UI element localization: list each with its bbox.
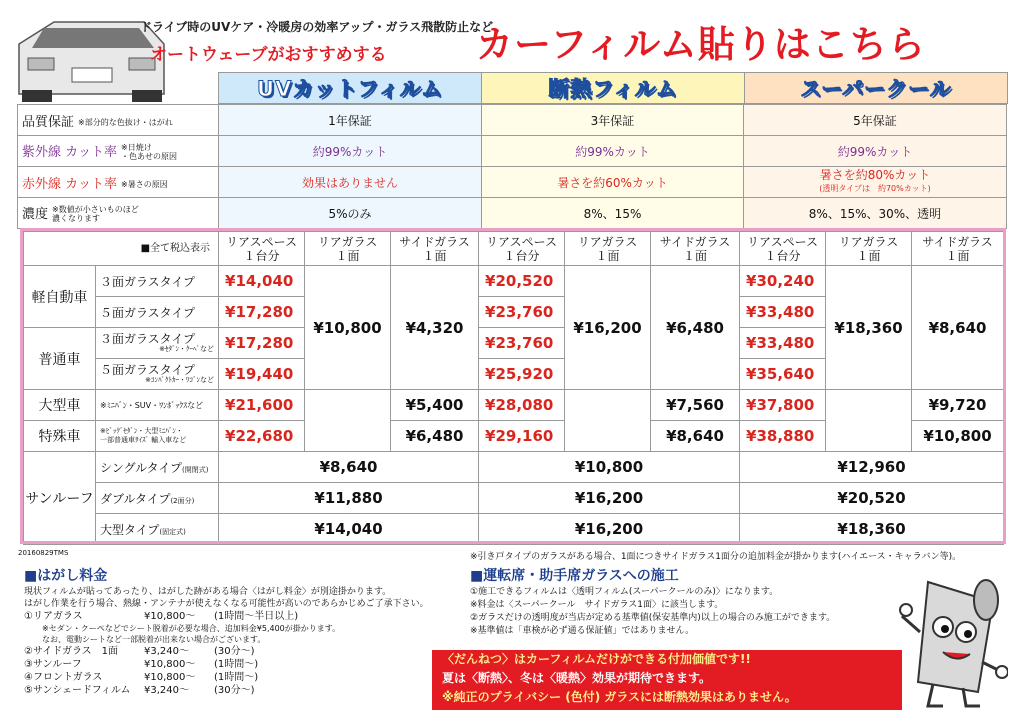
ir-rate-super-cool: 暑さを約80%カット (透明タイプは 約70%カット)	[744, 167, 1007, 198]
price-cell: ¥10,800	[479, 452, 740, 483]
list-item: ②サイドガラス 1面 ¥3,240～ (30分～)	[24, 646, 255, 657]
film-header-uv-cut: UVカットフィルム	[218, 72, 482, 104]
ir-rate-insulation: 暑さを約60%カット	[482, 167, 744, 198]
price-cell: ¥23,760	[479, 297, 565, 328]
col-side-glass: サイドガラス １面	[651, 232, 740, 266]
price-cell: ¥25,920	[479, 359, 565, 390]
category-tokushu: 特殊車	[24, 421, 96, 452]
spec-row-density	[18, 198, 1007, 229]
tokushu-note: ※ﾋﾞｯｸﾞｾﾀﾞﾝ・大型ﾐﾆﾊﾞﾝ・ 一部普通車ｻｲｽﾞ 輸入車など	[96, 421, 219, 452]
density-insulation: 8%、15%	[482, 198, 744, 229]
driver-note-3: ②ガラスだけの透明度が当店が定める基準値(保安基準内)以上の場合のみ施工ができます。	[470, 613, 836, 623]
film-header-super-cool: スーパークール	[744, 72, 1008, 104]
quality-super-cool: 5年保証	[744, 105, 1007, 136]
tax-note: ■全て税込表示	[24, 232, 219, 266]
category-kei: 軽自動車	[24, 266, 96, 328]
removal-note-1: 現状フィルムが貼ってあったり、はがした跡がある場合〈はがし料金〉が別途掛かります。	[24, 587, 392, 597]
promo-line-2: 夏は〈断熱〉、冬は〈暖熱〉効果が期待できます。	[442, 671, 712, 685]
page-title: カーフィルム貼りはこちら	[476, 23, 926, 66]
film-header-insulation: 断熱フィルム	[481, 72, 745, 104]
uv-rate-uv: 約99%カット	[219, 136, 482, 167]
col-side-glass: サイドガラス １面	[912, 232, 1004, 266]
col-rear-space: リアスペース １台分	[479, 232, 565, 266]
list-item: ①リアガラス ¥10,800～ (1時間～半日以上)	[24, 611, 299, 622]
price-cell: ¥6,480	[391, 421, 479, 452]
driver-glass-title: ■運転席・助手席ガラスへの施工	[470, 568, 679, 584]
driver-note-4: ※基準値は「車検が必ず通る保証値」ではありません。	[470, 626, 695, 636]
type-5-glass-wagon: ５面ガラスタイプ ※ｺﾝﾊﾟｸﾄｶｰ・ﾜｺﾞﾝなど	[96, 359, 219, 390]
price-cell: ¥5,400	[391, 390, 479, 421]
label-ir-cut-rate: 赤外線 カット率 ※暑さの原因	[18, 167, 219, 198]
sunroof-double: ダブルタイプ(2面分)	[96, 483, 219, 514]
col-rear-space: リアスペース １台分	[740, 232, 826, 266]
price-cell: ¥20,520	[479, 266, 565, 297]
price-cell: ¥10,800	[305, 266, 391, 390]
price-cell: ¥16,200	[565, 266, 651, 390]
label-quality: 品質保証 ※部分的な色抜け・はがれ	[18, 105, 219, 136]
removal-subnote-1: ※セダン・クーペなどでシート脱着が必要な場合、追加料金¥5,400が掛かります。	[42, 624, 341, 633]
price-cell: ¥7,560	[651, 390, 740, 421]
price-cell: ¥21,600	[219, 390, 305, 421]
price-cell: ¥20,520	[740, 483, 1004, 514]
price-cell: ¥37,800	[740, 390, 826, 421]
price-cell: ¥8,640	[651, 421, 740, 452]
price-cell: ¥19,440	[219, 359, 305, 390]
price-cell: ¥33,480	[740, 328, 826, 359]
label-density: 濃度 ※数値が小さいものほど 濃くなります	[18, 198, 219, 229]
price-cell: ¥18,360	[740, 514, 1004, 545]
price-cell: ¥14,040	[219, 514, 479, 545]
price-cell: ¥6,480	[651, 266, 740, 390]
price-cell: ¥12,960	[740, 452, 1004, 483]
ogata-note: ※ﾐﾆﾊﾞﾝ・SUV・ﾜﾝﾎﾞｯｸｽなど	[96, 390, 219, 421]
category-sunroof: サンルーフ	[24, 452, 96, 545]
driver-glass-body	[470, 586, 890, 638]
price-cell: ¥16,200	[479, 483, 740, 514]
type-3-glass: ３面ガラスタイプ	[96, 266, 219, 297]
price-cell: ¥35,640	[740, 359, 826, 390]
price-table-frame	[20, 228, 1006, 544]
price-cell: ¥33,480	[740, 297, 826, 328]
col-rear-glass: リアガラス １面	[826, 232, 912, 266]
price-cell: ¥9,720	[912, 390, 1004, 421]
category-futsu: 普通車	[24, 328, 96, 390]
sunroof-single: シングルタイプ(開閉式)	[96, 452, 219, 483]
insulation-promo-box	[432, 650, 902, 710]
col-side-glass: サイドガラス １面	[391, 232, 479, 266]
type-5-glass: ５面ガラスタイプ	[96, 297, 219, 328]
quality-uv: 1年保証	[219, 105, 482, 136]
col-rear-space: リアスペース １台分	[219, 232, 305, 266]
category-ogata: 大型車	[24, 390, 96, 421]
sunroof-large: 大型タイプ(固定式)	[96, 514, 219, 545]
document-code: 20160829TMS	[18, 549, 69, 557]
promo-line-3: ※純正のプライバシー (色付) ガラスには断熱効果はありません。	[442, 690, 797, 704]
price-cell: ¥4,320	[391, 266, 479, 390]
price-cell: ¥23,760	[479, 328, 565, 359]
price-cell: ¥8,640	[912, 266, 1004, 390]
density-uv: 5%のみ	[219, 198, 482, 229]
uv-rate-super-cool: 約99%カット	[744, 136, 1007, 167]
density-super-cool: 8%、15%、30%、透明	[744, 198, 1007, 229]
type-3-glass-sedan: ３面ガラスタイプ ※ｾﾀﾞﾝ・ｸｰﾍﾟなど	[96, 328, 219, 359]
tagline-benefits: ドライブ時のUVケア・冷暖房の効率アップ・ガラス飛散防止など	[140, 20, 494, 34]
price-cell: ¥17,280	[219, 297, 305, 328]
driver-note-2: ※料金は〈スーパークール サイドガラス1面〉に該当します。	[470, 600, 724, 610]
price-cell: ¥16,200	[479, 514, 740, 545]
removal-subnote-2: なお、電動シートなど一部脱着が出来ない場合がございます。	[42, 635, 266, 644]
price-cell: ¥18,360	[826, 266, 912, 390]
price-cell: ¥28,080	[479, 390, 565, 421]
price-cell: ¥38,880	[740, 421, 826, 452]
quality-insulation: 3年保証	[482, 105, 744, 136]
removal-fee-body	[24, 586, 464, 697]
price-cell: ¥22,680	[219, 421, 305, 452]
sliding-door-note: ※引き戸タイプのガラスがある場合、1面につきサイドガラス1面分の追加料金が掛かります(ハイエース・キャラバン等)。	[470, 552, 962, 562]
price-cell: ¥8,640	[219, 452, 479, 483]
spec-row-ir	[18, 167, 1007, 198]
price-cell: ¥17,280	[219, 328, 305, 359]
uv-rate-insulation: 約99%カット	[482, 136, 744, 167]
removal-note-2: はがし作業を行う場合、熱線・アンテナが使えなくなる可能性が高いのであらかじめご了承下さい。	[24, 599, 429, 609]
col-rear-glass: リアガラス １面	[305, 232, 391, 266]
list-item: ⑤サンシェードフィルム ¥3,240～ (30分～)	[24, 685, 255, 696]
list-item: ③サンルーフ ¥10,800～ (1時間～)	[24, 659, 259, 670]
removal-fee-title: ■はがし料金	[24, 568, 108, 584]
driver-note-1: ①施工できるフィルムは〈透明フィルム(スーパークールのみ)〉になります。	[470, 587, 779, 597]
price-cell: ¥30,240	[740, 266, 826, 297]
tagline-recommend: オートウェーブがおすすめする	[150, 45, 387, 65]
ir-rate-uv: 効果はありません	[219, 167, 482, 198]
list-item: ④フロントガラス ¥10,800～ (1時間～)	[24, 672, 259, 683]
label-uv-cut-rate: 紫外線 カット率 ※日焼け ・色あせの原因	[18, 136, 219, 167]
spec-table	[17, 104, 1007, 229]
film-roll-mascot-icon	[898, 572, 1008, 712]
price-cell: ¥11,880	[219, 483, 479, 514]
price-cell: ¥10,800	[912, 421, 1004, 452]
price-cell: ¥14,040	[219, 266, 305, 297]
col-rear-glass: リアガラス １面	[565, 232, 651, 266]
spec-row-quality	[18, 105, 1007, 136]
promo-line-1: 〈だんねつ〉はカーフィルムだけができる付加価値です!!	[442, 652, 751, 666]
price-cell: ¥29,160	[479, 421, 565, 452]
spec-row-uv	[18, 136, 1007, 167]
